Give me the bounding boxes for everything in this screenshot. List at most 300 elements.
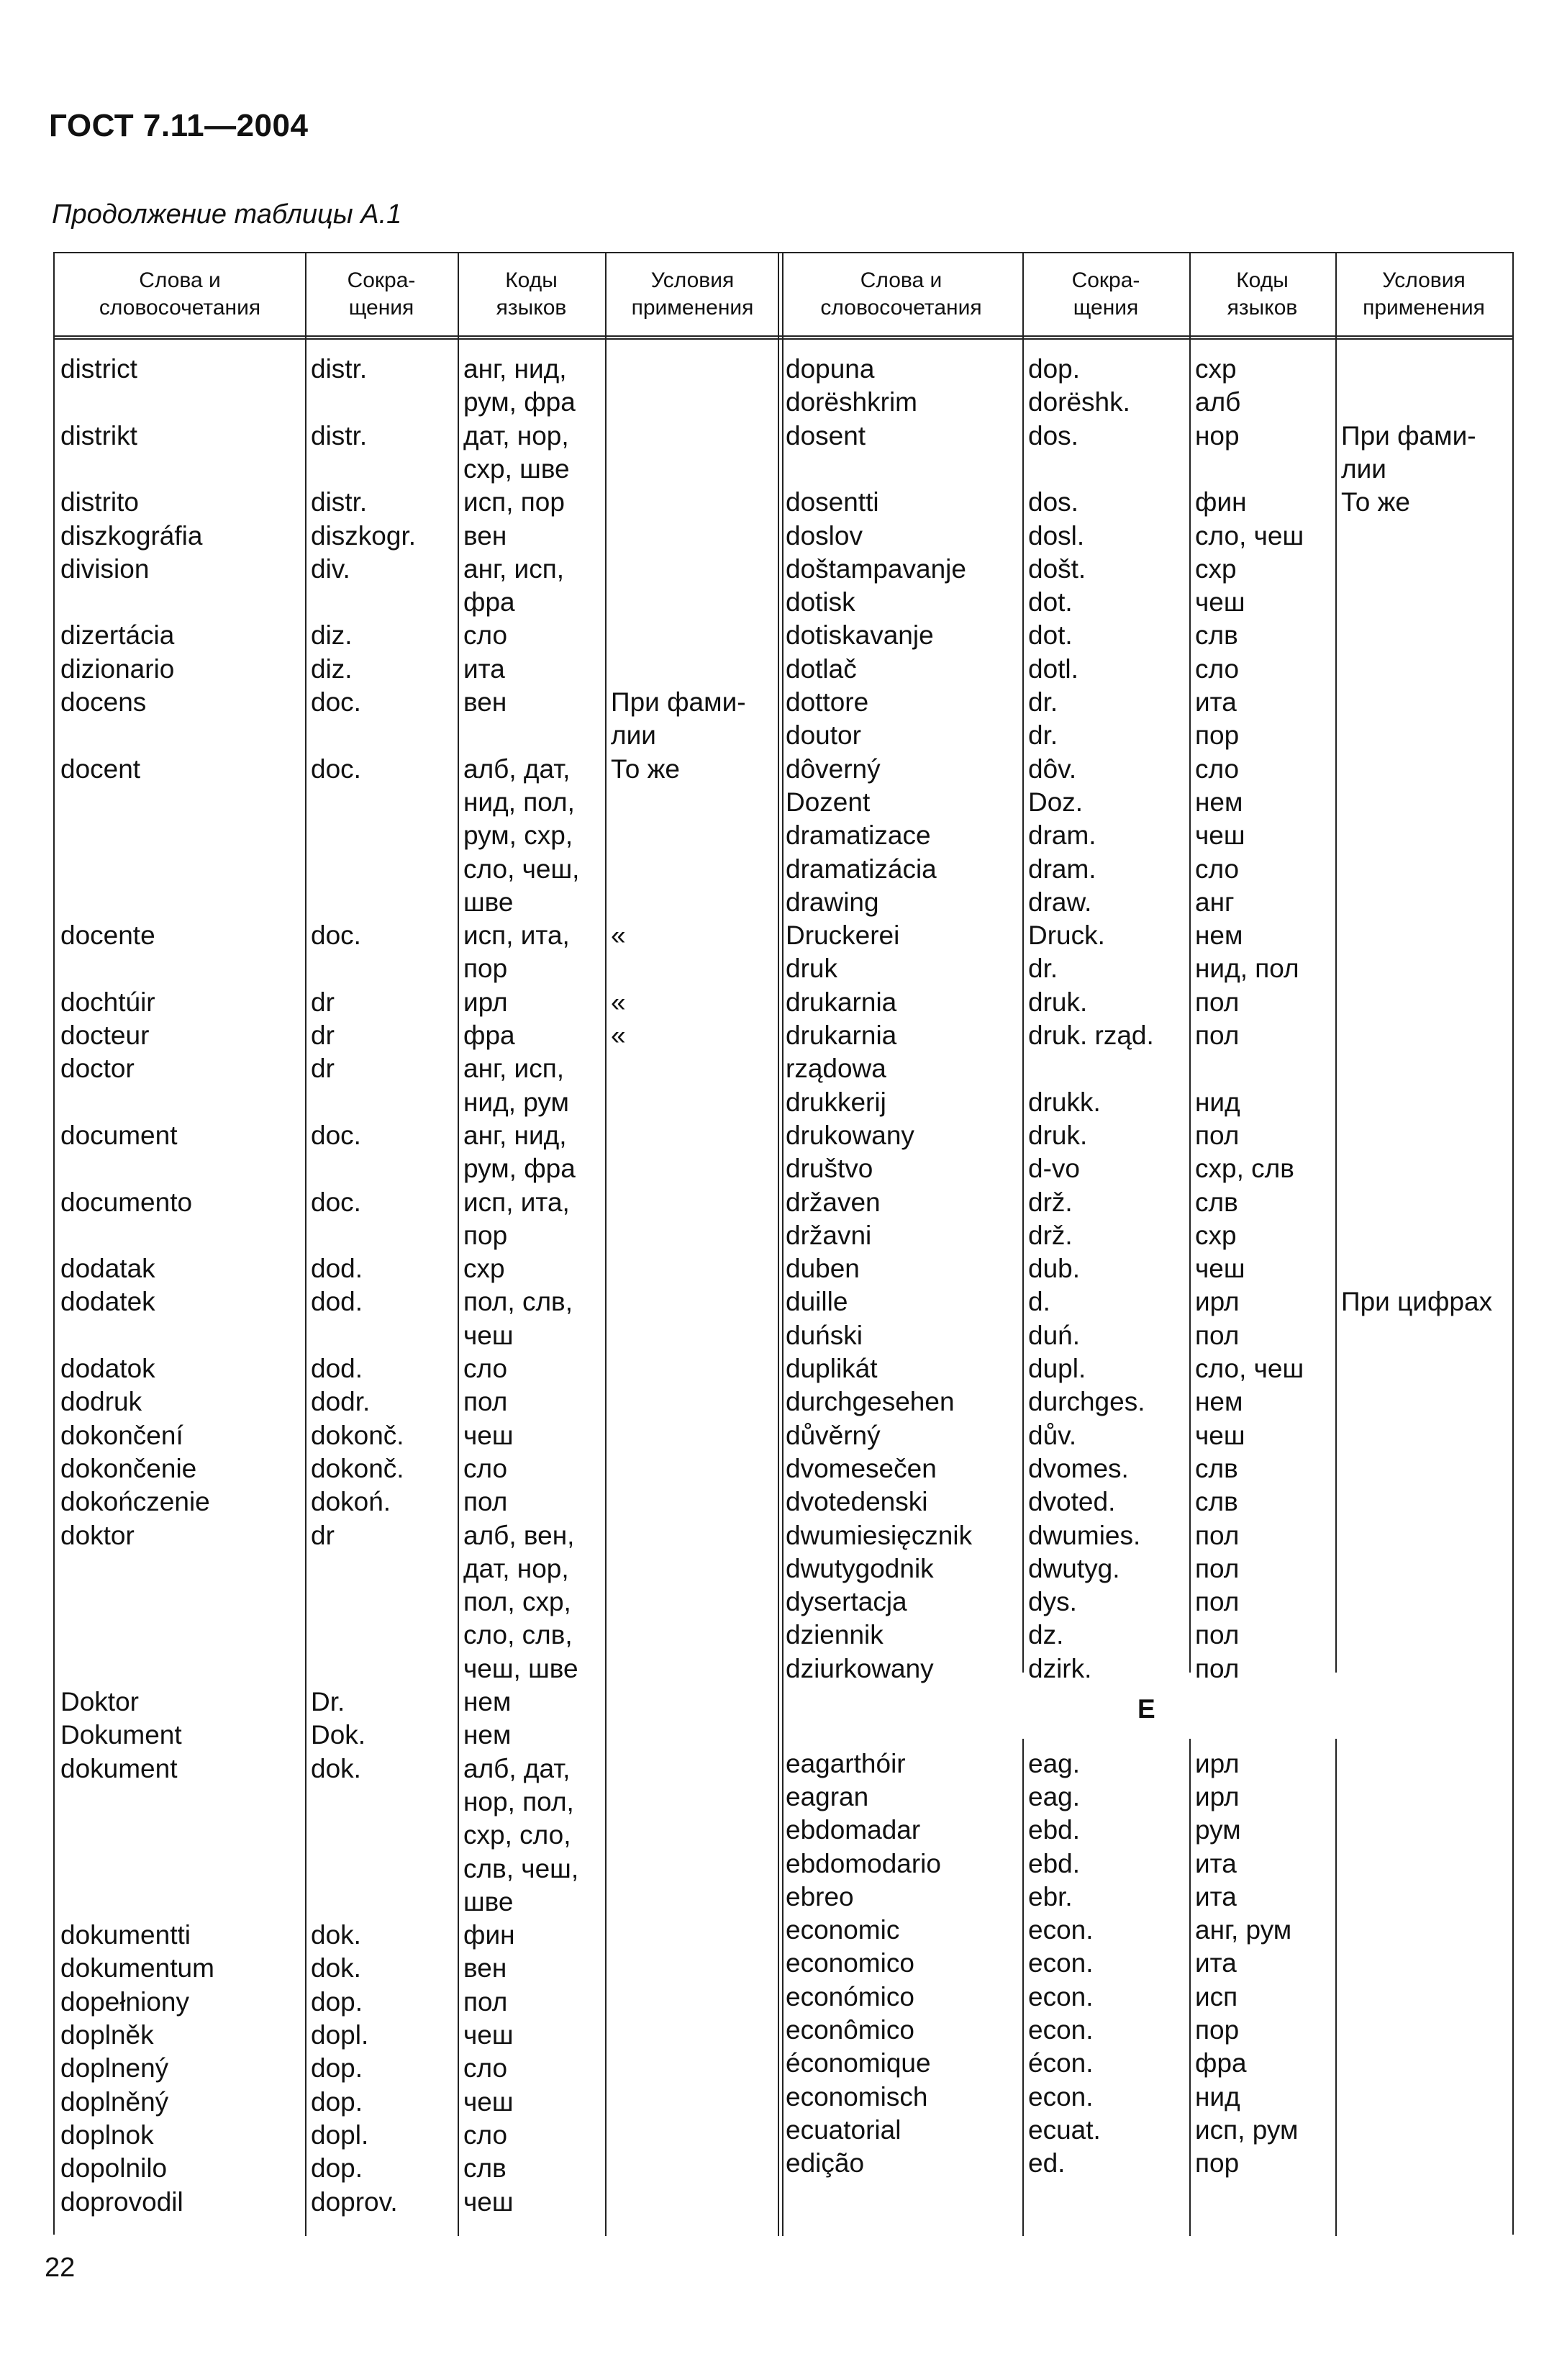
entry-language-codes: анг, исп, <box>463 553 565 584</box>
entry-word: druk <box>786 954 837 984</box>
entry-abbreviation: dod. <box>311 1254 363 1284</box>
entry-abbreviation: druk. <box>1028 1120 1088 1150</box>
entry-word: docteur <box>60 1021 150 1050</box>
entry-abbreviation: econ. <box>1028 2081 1094 2112</box>
entry-word: docens <box>60 687 147 717</box>
entry-word: economisch <box>786 2081 928 2112</box>
entry-word: Dozent <box>786 787 871 817</box>
column-divider <box>1189 253 1191 2236</box>
entry-abbreviation: drukk. <box>1028 1087 1101 1117</box>
entry-word: doplněk <box>60 2020 154 2050</box>
entry-word: dziennik <box>786 1620 884 1650</box>
entry-word: dodatok <box>60 1354 155 1383</box>
entry-language-codes: ирл <box>1195 1748 1240 1778</box>
document-title: ГОСТ 7.11—2004 <box>49 108 309 143</box>
entry-word: dokončenie <box>60 1453 197 1483</box>
entry-word: docent <box>60 754 141 784</box>
entry-abbreviation: dop. <box>311 2086 363 2117</box>
entry-language-codes: чеш <box>1195 820 1245 851</box>
entry-word: doštampavanje <box>786 553 966 584</box>
entry-abbreviation: dos. <box>1028 487 1078 517</box>
entry-abbreviation: dvomes. <box>1028 1453 1129 1483</box>
entry-word: division <box>60 553 150 584</box>
entry-language-codes: чеш <box>463 1420 514 1450</box>
entry-language-codes: сло <box>1195 854 1240 884</box>
entry-abbreviation: econ. <box>1028 2015 1094 2045</box>
entry-language-codes: фра <box>1195 2048 1247 2078</box>
entry-abbreviation: doprov. <box>311 2186 398 2217</box>
entry-word: eagarthóir <box>786 1748 906 1778</box>
entry-abbreviation: ebd. <box>1028 1815 1081 1845</box>
entry-word: doktor <box>60 1520 135 1550</box>
entry-language-codes: алб, дат, <box>463 1753 571 1783</box>
divider-gap <box>1187 1673 1193 1739</box>
entry-word: ecuatorial <box>786 2114 901 2145</box>
entry-abbreviation: doc. <box>311 1120 361 1150</box>
entry-word: dramatizácia <box>786 854 937 884</box>
entry-abbreviation: eag. <box>1028 1748 1081 1778</box>
entry-language-codes: сло <box>463 620 508 651</box>
entry-abbreviation: doc. <box>311 1187 361 1217</box>
entry-abbreviation: dr <box>311 1054 335 1084</box>
entry-word: ebdomodario <box>786 1848 941 1878</box>
entry-usage-condition: лии <box>1341 453 1386 484</box>
entry-language-codes: чеш <box>463 2186 514 2217</box>
entry-language-codes: алб <box>1195 387 1241 417</box>
entry-word: dokończenie <box>60 1487 210 1517</box>
entry-word: dodatek <box>60 1287 155 1317</box>
entry-abbreviation: dr. <box>1028 954 1058 984</box>
entry-word: důvěrný <box>786 1420 881 1450</box>
entry-language-codes: сло <box>463 1453 508 1483</box>
entry-language-codes: ирл <box>463 987 508 1017</box>
entry-language-codes: схр <box>1195 553 1237 584</box>
entry-language-codes: слв <box>1195 1187 1238 1217</box>
entry-word: dotisk <box>786 587 855 617</box>
entry-word: econômico <box>786 2015 914 2045</box>
entry-abbreviation: dr. <box>1028 687 1058 717</box>
column-header: Коды языков <box>1227 268 1298 320</box>
entry-language-codes: сло <box>1195 653 1240 684</box>
entry-language-codes: фра <box>463 587 515 617</box>
entry-language-codes: фра <box>463 1021 515 1050</box>
entry-word: dorëshkrim <box>786 387 917 417</box>
entry-abbreviation: ecuat. <box>1028 2114 1101 2145</box>
entry-abbreviation: dz. <box>1028 1620 1064 1650</box>
entry-language-codes: вен <box>463 1953 507 1983</box>
entry-word: dziurkowany <box>786 1653 934 1683</box>
entry-abbreviation: drž. <box>1028 1220 1073 1250</box>
entry-language-codes: сло <box>463 1354 508 1383</box>
entry-word: dizertácia <box>60 620 175 651</box>
entry-language-codes: пол <box>1195 1520 1240 1550</box>
entry-abbreviation: dod. <box>311 1287 363 1317</box>
entry-word: duński <box>786 1320 863 1350</box>
entry-abbreviation: dosl. <box>1028 520 1085 551</box>
entry-word: drukarnia <box>786 1021 897 1050</box>
entry-language-codes: нем <box>1195 1387 1243 1417</box>
entry-abbreviation: dupl. <box>1028 1354 1086 1383</box>
entry-word: Doktor <box>60 1687 139 1716</box>
entry-word: drukowany <box>786 1120 914 1150</box>
entry-word: dosent <box>786 420 866 451</box>
entry-abbreviation: econ. <box>1028 1915 1094 1945</box>
entry-abbreviation: dok. <box>311 1920 361 1950</box>
entry-usage-condition: « <box>611 987 626 1017</box>
entry-language-codes: анг, рум <box>1195 1915 1292 1945</box>
column-header: Сокра- щения <box>1071 268 1140 320</box>
entry-abbreviation: dokonč. <box>311 1420 404 1450</box>
entry-language-codes: пол <box>1195 1653 1240 1683</box>
divider-gap <box>1333 1673 1339 1739</box>
entry-language-codes: чеш <box>463 2086 514 2117</box>
entry-language-codes: фин <box>463 1920 515 1950</box>
entry-word: državni <box>786 1220 872 1250</box>
entry-word: durchgesehen <box>786 1387 955 1417</box>
entry-word: dwumiesięcznik <box>786 1520 973 1550</box>
entry-abbreviation: distr. <box>311 420 368 451</box>
entry-abbreviation: dvoted. <box>1028 1487 1116 1517</box>
entry-language-codes: нем <box>463 1720 512 1750</box>
entry-word: dodruk <box>60 1387 142 1417</box>
entry-usage-condition: При цифрах <box>1341 1287 1493 1317</box>
entry-word: duplikát <box>786 1354 878 1383</box>
entry-word: dysertacja <box>786 1587 907 1617</box>
entry-language-codes: анг, исп, <box>463 1054 565 1084</box>
entry-word: dottore <box>786 687 869 717</box>
entry-language-codes: ирл <box>1195 1287 1240 1317</box>
entry-language-codes: сло, слв, <box>463 1620 573 1650</box>
entry-word: dwutygodnik <box>786 1553 934 1583</box>
entry-language-codes: пол <box>1195 1620 1240 1650</box>
entry-language-codes: ита <box>1195 1848 1237 1878</box>
entry-usage-condition: « <box>611 1021 626 1050</box>
entry-abbreviation: dwumies. <box>1028 1520 1141 1550</box>
entry-word: dvotedenski <box>786 1487 928 1517</box>
entry-abbreviation: doc. <box>311 687 361 717</box>
entry-usage-condition: То же <box>1341 487 1410 517</box>
entry-language-codes: слв, чеш, <box>463 1853 579 1883</box>
entry-abbreviation: distr. <box>311 354 368 384</box>
entry-language-codes: чеш <box>463 1320 514 1350</box>
entry-abbreviation: dokonč. <box>311 1453 404 1483</box>
entry-language-codes: пол, слв, <box>463 1287 573 1317</box>
entry-word: dvomesečen <box>786 1453 937 1483</box>
entry-language-codes: вен <box>463 687 507 717</box>
entry-word: dopełniony <box>60 1986 189 2017</box>
entry-word: dizionario <box>60 653 175 684</box>
abbreviation-table <box>53 252 1514 2235</box>
entry-language-codes: исп, рум <box>1195 2114 1299 2145</box>
entry-abbreviation: d. <box>1028 1287 1050 1317</box>
entry-word: državen <box>786 1187 881 1217</box>
column-divider <box>458 253 459 2236</box>
entry-language-codes: схр, шве <box>463 453 570 484</box>
column-divider <box>305 253 306 2236</box>
entry-language-codes: чеш <box>1195 1420 1245 1450</box>
column-divider <box>605 253 607 2236</box>
column-header: Условия применения <box>1363 268 1485 320</box>
entry-abbreviation: dzirk. <box>1028 1653 1092 1683</box>
entry-language-codes: пол <box>463 1487 508 1517</box>
entry-language-codes: пол <box>1195 987 1240 1017</box>
entry-language-codes: схр <box>1195 1220 1237 1250</box>
entry-usage-condition: При фами- <box>611 687 746 717</box>
entry-word: dôverný <box>786 754 881 784</box>
entry-abbreviation: econ. <box>1028 1981 1094 2012</box>
entry-language-codes: рум <box>1195 1815 1241 1845</box>
entry-language-codes: чеш <box>1195 587 1245 617</box>
entry-abbreviation: dot. <box>1028 587 1073 617</box>
entry-usage-condition: То же <box>611 754 680 784</box>
entry-abbreviation: dys. <box>1028 1587 1077 1617</box>
entry-language-codes: слв <box>463 2153 507 2184</box>
entry-abbreviation: dram. <box>1028 854 1096 884</box>
entry-abbreviation: dop. <box>311 1986 363 2017</box>
entry-abbreviation: Dr. <box>311 1687 345 1716</box>
entry-language-codes: ита <box>463 653 505 684</box>
entry-word: društvo <box>786 1154 873 1184</box>
entry-language-codes: нем <box>463 1687 512 1716</box>
entry-language-codes: чеш, шве <box>463 1653 578 1683</box>
entry-abbreviation: dos. <box>1028 420 1078 451</box>
entry-abbreviation: dr <box>311 1520 335 1550</box>
entry-language-codes: анг <box>1195 887 1235 917</box>
page-number: 22 <box>45 2253 76 2283</box>
entry-abbreviation: dram. <box>1028 820 1096 851</box>
entry-language-codes: дат, нор, <box>463 1553 569 1583</box>
entry-abbreviation: draw. <box>1028 887 1092 917</box>
column-divider <box>1022 253 1024 2236</box>
column-header: Слова и словосочетания <box>99 268 261 320</box>
entry-word: doplnený <box>60 2053 169 2083</box>
entry-language-codes: схр, слв <box>1195 1154 1294 1184</box>
column-divider <box>1335 253 1337 2236</box>
entry-abbreviation: dotl. <box>1028 653 1078 684</box>
entry-word: económico <box>786 1981 914 2012</box>
entry-language-codes: анг, нид, <box>463 354 567 384</box>
table-caption: Продолжение таблицы А.1 <box>52 199 402 230</box>
entry-word: doplnok <box>60 2119 154 2150</box>
entry-abbreviation: dod. <box>311 1354 363 1383</box>
entry-language-codes: нор, пол, <box>463 1786 574 1816</box>
entry-abbreviation: durchges. <box>1028 1387 1145 1417</box>
entry-abbreviation: dub. <box>1028 1254 1081 1284</box>
entry-word: drawing <box>786 887 879 917</box>
entry-word: Druckerei <box>786 920 900 951</box>
entry-language-codes: сло <box>463 2119 508 2150</box>
entry-language-codes: пор <box>1195 2148 1240 2178</box>
entry-word: dopolnilo <box>60 2153 168 2184</box>
entry-language-codes: сло, чеш, <box>463 854 580 884</box>
entry-word: dramatizace <box>786 820 931 851</box>
entry-word: dochtúir <box>60 987 155 1017</box>
entry-language-codes: нид, рум <box>463 1087 569 1117</box>
entry-language-codes: пор <box>1195 720 1240 751</box>
entry-abbreviation: doc. <box>311 920 361 951</box>
entry-language-codes: чеш <box>1195 1254 1245 1284</box>
entry-language-codes: нид <box>1195 2081 1240 2112</box>
entry-abbreviation: dop. <box>1028 354 1081 384</box>
entry-abbreviation: druk. <box>1028 987 1088 1017</box>
entry-abbreviation: Dok. <box>311 1720 366 1750</box>
entry-language-codes: пол <box>463 1387 508 1417</box>
entry-abbreviation: diz. <box>311 653 353 684</box>
entry-word: dotiskavanje <box>786 620 934 651</box>
entry-abbreviation: dwutyg. <box>1028 1553 1120 1583</box>
entry-language-codes: нем <box>1195 787 1243 817</box>
entry-word: distrikt <box>60 420 137 451</box>
half-divider <box>778 253 784 2236</box>
entry-language-codes: шве <box>463 1886 514 1917</box>
entry-abbreviation: druk. rząd. <box>1028 1021 1154 1050</box>
entry-language-codes: нид, пол <box>1195 954 1299 984</box>
entry-language-codes: слв <box>1195 1453 1238 1483</box>
entry-language-codes: алб, дат, <box>463 754 571 784</box>
entry-language-codes: пор <box>463 954 508 984</box>
entry-abbreviation: dr <box>311 987 335 1017</box>
entry-language-codes: алб, вен, <box>463 1520 575 1550</box>
entry-language-codes: рум, фра <box>463 387 576 417</box>
entry-language-codes: дат, нор, <box>463 420 569 451</box>
entry-word: dokument <box>60 1753 178 1783</box>
entry-word: dosentti <box>786 487 879 517</box>
entry-abbreviation: dorëshk. <box>1028 387 1130 417</box>
entry-language-codes: исп <box>1195 1981 1238 2012</box>
entry-word: dotlač <box>786 653 857 684</box>
entry-language-codes: схр, сло, <box>463 1820 571 1850</box>
entry-language-codes: пол <box>463 1986 508 2017</box>
entry-language-codes: слв <box>1195 620 1238 651</box>
entry-word: ebdomadar <box>786 1815 921 1845</box>
entry-abbreviation: dr <box>311 1021 335 1050</box>
entry-word: eagran <box>786 1781 869 1811</box>
section-letter: E <box>1137 1694 1155 1724</box>
entry-word: ebreo <box>786 1881 854 1911</box>
entry-language-codes: нид, пол, <box>463 787 575 817</box>
entry-language-codes: чеш <box>463 2020 514 2050</box>
entry-language-codes: сло, чеш <box>1195 1354 1304 1383</box>
entry-word: docente <box>60 920 155 951</box>
entry-language-codes: ита <box>1195 687 1237 717</box>
entry-language-codes: исп, ита, <box>463 1187 570 1217</box>
entry-abbreviation: došt. <box>1028 553 1086 584</box>
entry-abbreviation: dokoń. <box>311 1487 391 1517</box>
entry-abbreviation: diz. <box>311 620 353 651</box>
column-header: Сокра- щения <box>347 268 416 320</box>
entry-language-codes: вен <box>463 520 507 551</box>
entry-usage-condition: « <box>611 920 626 951</box>
entry-word: rządowa <box>786 1054 886 1084</box>
entry-language-codes: пол <box>1195 1120 1240 1150</box>
entry-language-codes: сло <box>463 2053 508 2083</box>
entry-word: economico <box>786 1948 914 1978</box>
entry-word: drukkerij <box>786 1087 886 1117</box>
entry-abbreviation: dok. <box>311 1753 361 1783</box>
entry-word: économique <box>786 2048 931 2078</box>
entry-language-codes: пол <box>1195 1553 1240 1583</box>
entry-abbreviation: dok. <box>311 1953 361 1983</box>
entry-abbreviation: ebr. <box>1028 1881 1073 1911</box>
entry-word: district <box>60 354 137 384</box>
entry-word: document <box>60 1120 178 1150</box>
entry-abbreviation: dop. <box>311 2053 363 2083</box>
entry-word: drukarnia <box>786 987 897 1017</box>
entry-word: economic <box>786 1915 900 1945</box>
entry-abbreviation: dodr. <box>311 1387 371 1417</box>
entry-word: duben <box>786 1254 860 1284</box>
entry-language-codes: анг, нид, <box>463 1120 567 1150</box>
entry-word: diszkográfia <box>60 520 203 551</box>
entry-language-codes: пор <box>463 1220 508 1250</box>
entry-language-codes: пол <box>1195 1021 1240 1050</box>
entry-abbreviation: dr. <box>1028 720 1058 751</box>
entry-word: documento <box>60 1187 193 1217</box>
entry-abbreviation: d-vo <box>1028 1154 1080 1184</box>
entry-language-codes: исп, пор <box>463 487 565 517</box>
entry-language-codes: нор <box>1195 420 1240 451</box>
entry-abbreviation: drž. <box>1028 1187 1073 1217</box>
entry-word: dopuna <box>786 354 875 384</box>
entry-abbreviation: ebd. <box>1028 1848 1081 1878</box>
column-header: Условия применения <box>631 268 754 320</box>
entry-word: dokumentti <box>60 1920 191 1950</box>
entry-language-codes: нид <box>1195 1087 1240 1117</box>
entry-abbreviation: dop. <box>311 2153 363 2184</box>
entry-word: doctor <box>60 1054 135 1084</box>
column-header: Слова и словосочетания <box>820 268 982 320</box>
entry-abbreviation: dův. <box>1028 1420 1077 1450</box>
entry-abbreviation: doc. <box>311 754 361 784</box>
entry-language-codes: сло <box>1195 754 1240 784</box>
entry-word: edição <box>786 2148 865 2178</box>
entry-language-codes: слв <box>1195 1487 1238 1517</box>
entry-abbreviation: écon. <box>1028 2048 1094 2078</box>
entry-abbreviation: duń. <box>1028 1320 1081 1350</box>
entry-word: doslov <box>786 520 863 551</box>
entry-word: dokumentum <box>60 1953 214 1983</box>
entry-language-codes: сло, чеш <box>1195 520 1304 551</box>
entry-abbreviation: dôv. <box>1028 754 1077 784</box>
table-header-row <box>55 253 1512 340</box>
entry-abbreviation: distr. <box>311 487 368 517</box>
entry-word: dokončení <box>60 1420 183 1450</box>
entry-abbreviation: dot. <box>1028 620 1073 651</box>
entry-language-codes: нем <box>1195 920 1243 951</box>
entry-language-codes: рум, фра <box>463 1154 576 1184</box>
entry-abbreviation: dopl. <box>311 2119 369 2150</box>
entry-language-codes: пол, схр, <box>463 1587 571 1617</box>
entry-language-codes: пол <box>1195 1587 1240 1617</box>
entry-language-codes: ита <box>1195 1948 1237 1978</box>
entry-abbreviation: diszkogr. <box>311 520 417 551</box>
entry-language-codes: схр <box>1195 354 1237 384</box>
entry-language-codes: пол <box>1195 1320 1240 1350</box>
entry-language-codes: ирл <box>1195 1781 1240 1811</box>
entry-word: duille <box>786 1287 848 1317</box>
divider-gap <box>1020 1673 1026 1739</box>
entry-word: doplněný <box>60 2086 169 2117</box>
entry-language-codes: рум, схр, <box>463 820 573 851</box>
entry-word: doutor <box>786 720 861 751</box>
entry-language-codes: фин <box>1195 487 1247 517</box>
entry-language-codes: схр <box>463 1254 505 1284</box>
entry-language-codes: шве <box>463 887 514 917</box>
entry-word: dodatak <box>60 1254 155 1284</box>
entry-abbreviation: Doz. <box>1028 787 1084 817</box>
entry-word: Dokument <box>60 1720 182 1750</box>
column-header: Коды языков <box>496 268 567 320</box>
